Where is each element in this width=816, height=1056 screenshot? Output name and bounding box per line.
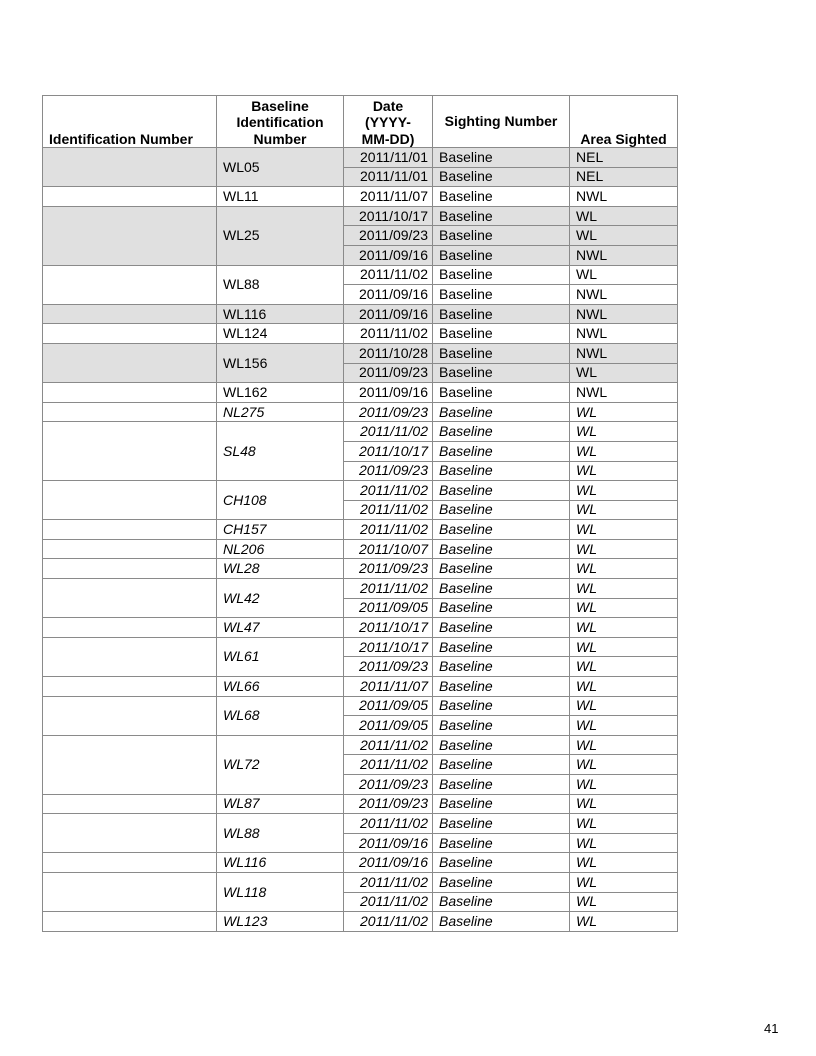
table-row (43, 677, 678, 697)
identification-number-cell (43, 637, 217, 676)
identification-number-cell (43, 814, 217, 853)
sighting-number-cell: Baseline (433, 716, 570, 736)
identification-number-cell (43, 579, 217, 618)
date-cell: 2011/09/23 (344, 461, 433, 481)
identification-number-cell (43, 794, 217, 814)
area-sighted-cell: NWL (570, 383, 678, 403)
date-cell: 2011/11/02 (344, 892, 433, 912)
baseline-id-cell: NL275 (217, 402, 344, 422)
date-cell: 2011/11/02 (344, 814, 433, 834)
area-sighted-cell: WL (570, 441, 678, 461)
sightings-table (42, 95, 678, 932)
table-row (43, 520, 678, 540)
table-row (43, 324, 678, 344)
area-sighted-cell: WL (570, 402, 678, 422)
table-row (43, 794, 678, 814)
baseline-id-cell: WL162 (217, 383, 344, 403)
area-sighted-cell: NEL (570, 148, 678, 168)
sighting-number-cell: Baseline (433, 814, 570, 834)
sighting-number-cell: Baseline (433, 481, 570, 501)
area-sighted-cell: WL (570, 853, 678, 873)
sighting-number-cell: Baseline (433, 422, 570, 442)
identification-number-cell (43, 735, 217, 794)
table-row (43, 343, 678, 363)
baseline-id-cell: CH108 (217, 481, 344, 520)
sighting-number-cell: Baseline (433, 167, 570, 187)
sighting-number-cell: Baseline (433, 912, 570, 932)
header-baseline-line1: Baseline (251, 97, 309, 114)
area-sighted-cell: NEL (570, 167, 678, 187)
baseline-id-cell: WL47 (217, 618, 344, 638)
identification-number-cell (43, 677, 217, 697)
sighting-number-cell: Baseline (433, 363, 570, 383)
area-sighted-cell: WL (570, 598, 678, 618)
identification-number-cell (43, 618, 217, 638)
table-row (43, 187, 678, 207)
identification-number-cell (43, 304, 217, 324)
baseline-id-cell: WL72 (217, 735, 344, 794)
baseline-id-cell: WL123 (217, 912, 344, 932)
date-cell: 2011/11/02 (344, 481, 433, 501)
date-cell: 2011/09/23 (344, 775, 433, 795)
baseline-id-cell: CH157 (217, 520, 344, 540)
baseline-id-cell: SL48 (217, 422, 344, 481)
sighting-number-cell: Baseline (433, 187, 570, 207)
sighting-number-cell: Baseline (433, 696, 570, 716)
date-cell: 2011/09/23 (344, 402, 433, 422)
date-cell: 2011/09/05 (344, 716, 433, 736)
identification-number-cell (43, 696, 217, 735)
area-sighted-cell: WL (570, 265, 678, 285)
date-cell: 2011/11/02 (344, 912, 433, 932)
baseline-id-cell: WL88 (217, 814, 344, 853)
date-cell: 2011/09/16 (344, 245, 433, 265)
header-date-line1: Date (372, 97, 404, 114)
date-cell: 2011/11/02 (344, 735, 433, 755)
header-sighting-number: Sighting Number (433, 96, 570, 148)
identification-number-cell (43, 265, 217, 304)
date-cell: 2011/09/23 (344, 559, 433, 579)
area-sighted-cell: WL (570, 716, 678, 736)
date-cell: 2011/09/16 (344, 833, 433, 853)
identification-number-cell (43, 148, 217, 187)
sighting-number-cell: Baseline (433, 618, 570, 638)
table-row (43, 539, 678, 559)
date-cell: 2011/11/01 (344, 148, 433, 168)
sighting-number-cell: Baseline (433, 402, 570, 422)
area-sighted-cell: WL (570, 500, 678, 520)
area-sighted-cell: NWL (570, 245, 678, 265)
date-cell: 2011/09/05 (344, 598, 433, 618)
identification-number-cell (43, 853, 217, 873)
sighting-number-cell: Baseline (433, 226, 570, 246)
header-baseline-identification-number (217, 96, 344, 148)
identification-number-cell (43, 422, 217, 481)
table-row (43, 206, 678, 226)
date-cell: 2011/10/17 (344, 441, 433, 461)
date-cell: 2011/11/02 (344, 265, 433, 285)
date-cell: 2011/09/23 (344, 794, 433, 814)
date-cell: 2011/10/17 (344, 206, 433, 226)
baseline-id-cell: WL116 (217, 853, 344, 873)
sighting-number-cell: Baseline (433, 461, 570, 481)
identification-number-cell (43, 343, 217, 382)
date-cell: 2011/09/16 (344, 285, 433, 305)
sighting-number-cell: Baseline (433, 755, 570, 775)
sighting-number-cell: Baseline (433, 500, 570, 520)
date-cell: 2011/11/02 (344, 500, 433, 520)
sighting-number-cell: Baseline (433, 285, 570, 305)
date-cell: 2011/09/16 (344, 304, 433, 324)
date-cell: 2011/11/02 (344, 520, 433, 540)
area-sighted-cell: NWL (570, 304, 678, 324)
table-row (43, 422, 678, 442)
baseline-id-cell: WL11 (217, 187, 344, 207)
baseline-id-cell: WL68 (217, 696, 344, 735)
table-row (43, 265, 678, 285)
sighting-number-cell: Baseline (433, 833, 570, 853)
identification-number-cell (43, 520, 217, 540)
identification-number-cell (43, 324, 217, 344)
date-cell: 2011/11/01 (344, 167, 433, 187)
sighting-number-cell: Baseline (433, 206, 570, 226)
sighting-number-cell: Baseline (433, 343, 570, 363)
date-cell: 2011/10/07 (344, 539, 433, 559)
area-sighted-cell: WL (570, 833, 678, 853)
area-sighted-cell: WL (570, 872, 678, 892)
sighting-number-cell: Baseline (433, 265, 570, 285)
area-sighted-cell: WL (570, 912, 678, 932)
date-cell: 2011/09/16 (344, 853, 433, 873)
header-area-sighted: Area Sighted (570, 96, 678, 148)
date-cell: 2011/09/23 (344, 657, 433, 677)
date-cell: 2011/09/23 (344, 226, 433, 246)
date-cell: 2011/10/28 (344, 343, 433, 363)
area-sighted-cell: WL (570, 892, 678, 912)
date-cell: 2011/11/07 (344, 677, 433, 697)
area-sighted-cell: WL (570, 657, 678, 677)
sighting-number-cell: Baseline (433, 598, 570, 618)
table-header-row (43, 96, 678, 148)
identification-number-cell (43, 206, 217, 265)
date-cell: 2011/09/16 (344, 383, 433, 403)
area-sighted-cell: WL (570, 677, 678, 697)
header-baseline-line3: Number (253, 130, 307, 147)
table-row (43, 481, 678, 501)
date-cell: 2011/10/17 (344, 637, 433, 657)
identification-number-cell (43, 402, 217, 422)
table-row (43, 814, 678, 834)
area-sighted-cell: WL (570, 520, 678, 540)
area-sighted-cell: WL (570, 206, 678, 226)
area-sighted-cell: NWL (570, 343, 678, 363)
area-sighted-cell: WL (570, 539, 678, 559)
identification-number-cell (43, 187, 217, 207)
area-sighted-cell: WL (570, 481, 678, 501)
table-row (43, 735, 678, 755)
sighting-number-cell: Baseline (433, 579, 570, 599)
baseline-id-cell: WL25 (217, 206, 344, 265)
date-cell: 2011/09/23 (344, 363, 433, 383)
baseline-id-cell: WL42 (217, 579, 344, 618)
date-cell: 2011/11/02 (344, 422, 433, 442)
date-cell: 2011/10/17 (344, 618, 433, 638)
sighting-number-cell: Baseline (433, 559, 570, 579)
header-date-line2: (YYYY- (365, 114, 411, 130)
table-body (43, 148, 678, 932)
identification-number-cell (43, 872, 217, 911)
page-number: 41 (764, 1021, 779, 1036)
sighting-number-cell: Baseline (433, 324, 570, 344)
area-sighted-cell: WL (570, 814, 678, 834)
table-row (43, 853, 678, 873)
sighting-number-cell: Baseline (433, 892, 570, 912)
area-sighted-cell: WL (570, 461, 678, 481)
baseline-id-cell: WL87 (217, 794, 344, 814)
header-identification-number: Identification Number (43, 96, 217, 148)
header-date-line3: MM-DD) (361, 130, 415, 147)
table-row (43, 559, 678, 579)
baseline-id-cell: WL156 (217, 343, 344, 382)
sighting-number-cell: Baseline (433, 794, 570, 814)
baseline-id-cell: WL88 (217, 265, 344, 304)
table-row (43, 912, 678, 932)
header-baseline-line2: Identification (236, 114, 324, 130)
table-row (43, 618, 678, 638)
identification-number-cell (43, 912, 217, 932)
date-cell: 2011/11/02 (344, 579, 433, 599)
baseline-id-cell: WL61 (217, 637, 344, 676)
date-cell: 2011/11/02 (344, 872, 433, 892)
area-sighted-cell: WL (570, 579, 678, 599)
area-sighted-cell: WL (570, 422, 678, 442)
table-row (43, 579, 678, 599)
area-sighted-cell: WL (570, 637, 678, 657)
sighting-number-cell: Baseline (433, 539, 570, 559)
identification-number-cell (43, 539, 217, 559)
table-row (43, 872, 678, 892)
area-sighted-cell: WL (570, 794, 678, 814)
baseline-id-cell: WL116 (217, 304, 344, 324)
table-row (43, 383, 678, 403)
header-date (344, 96, 433, 148)
date-cell: 2011/11/07 (344, 187, 433, 207)
identification-number-cell (43, 559, 217, 579)
sighting-number-cell: Baseline (433, 441, 570, 461)
sighting-number-cell: Baseline (433, 245, 570, 265)
area-sighted-cell: NWL (570, 285, 678, 305)
identification-number-cell (43, 481, 217, 520)
date-cell: 2011/11/02 (344, 324, 433, 344)
table-row (43, 402, 678, 422)
sighting-number-cell: Baseline (433, 383, 570, 403)
baseline-id-cell: WL118 (217, 872, 344, 911)
sighting-number-cell: Baseline (433, 735, 570, 755)
area-sighted-cell: WL (570, 559, 678, 579)
date-cell: 2011/09/05 (344, 696, 433, 716)
sighting-number-cell: Baseline (433, 637, 570, 657)
sighting-number-cell: Baseline (433, 304, 570, 324)
date-cell: 2011/11/02 (344, 755, 433, 775)
area-sighted-cell: WL (570, 618, 678, 638)
table-row (43, 304, 678, 324)
area-sighted-cell: NWL (570, 324, 678, 344)
baseline-id-cell: WL05 (217, 148, 344, 187)
sighting-number-cell: Baseline (433, 657, 570, 677)
identification-number-cell (43, 383, 217, 403)
baseline-id-cell: WL28 (217, 559, 344, 579)
area-sighted-cell: WL (570, 735, 678, 755)
table-row (43, 637, 678, 657)
sighting-number-cell: Baseline (433, 853, 570, 873)
area-sighted-cell: WL (570, 755, 678, 775)
baseline-id-cell: WL66 (217, 677, 344, 697)
sighting-number-cell: Baseline (433, 148, 570, 168)
area-sighted-cell: NWL (570, 187, 678, 207)
sighting-number-cell: Baseline (433, 775, 570, 795)
baseline-id-cell: WL124 (217, 324, 344, 344)
sighting-number-cell: Baseline (433, 872, 570, 892)
table-row (43, 696, 678, 716)
sighting-number-cell: Baseline (433, 520, 570, 540)
baseline-id-cell: NL206 (217, 539, 344, 559)
area-sighted-cell: WL (570, 226, 678, 246)
area-sighted-cell: WL (570, 775, 678, 795)
sighting-number-cell: Baseline (433, 677, 570, 697)
area-sighted-cell: WL (570, 363, 678, 383)
area-sighted-cell: WL (570, 696, 678, 716)
table-row (43, 148, 678, 168)
